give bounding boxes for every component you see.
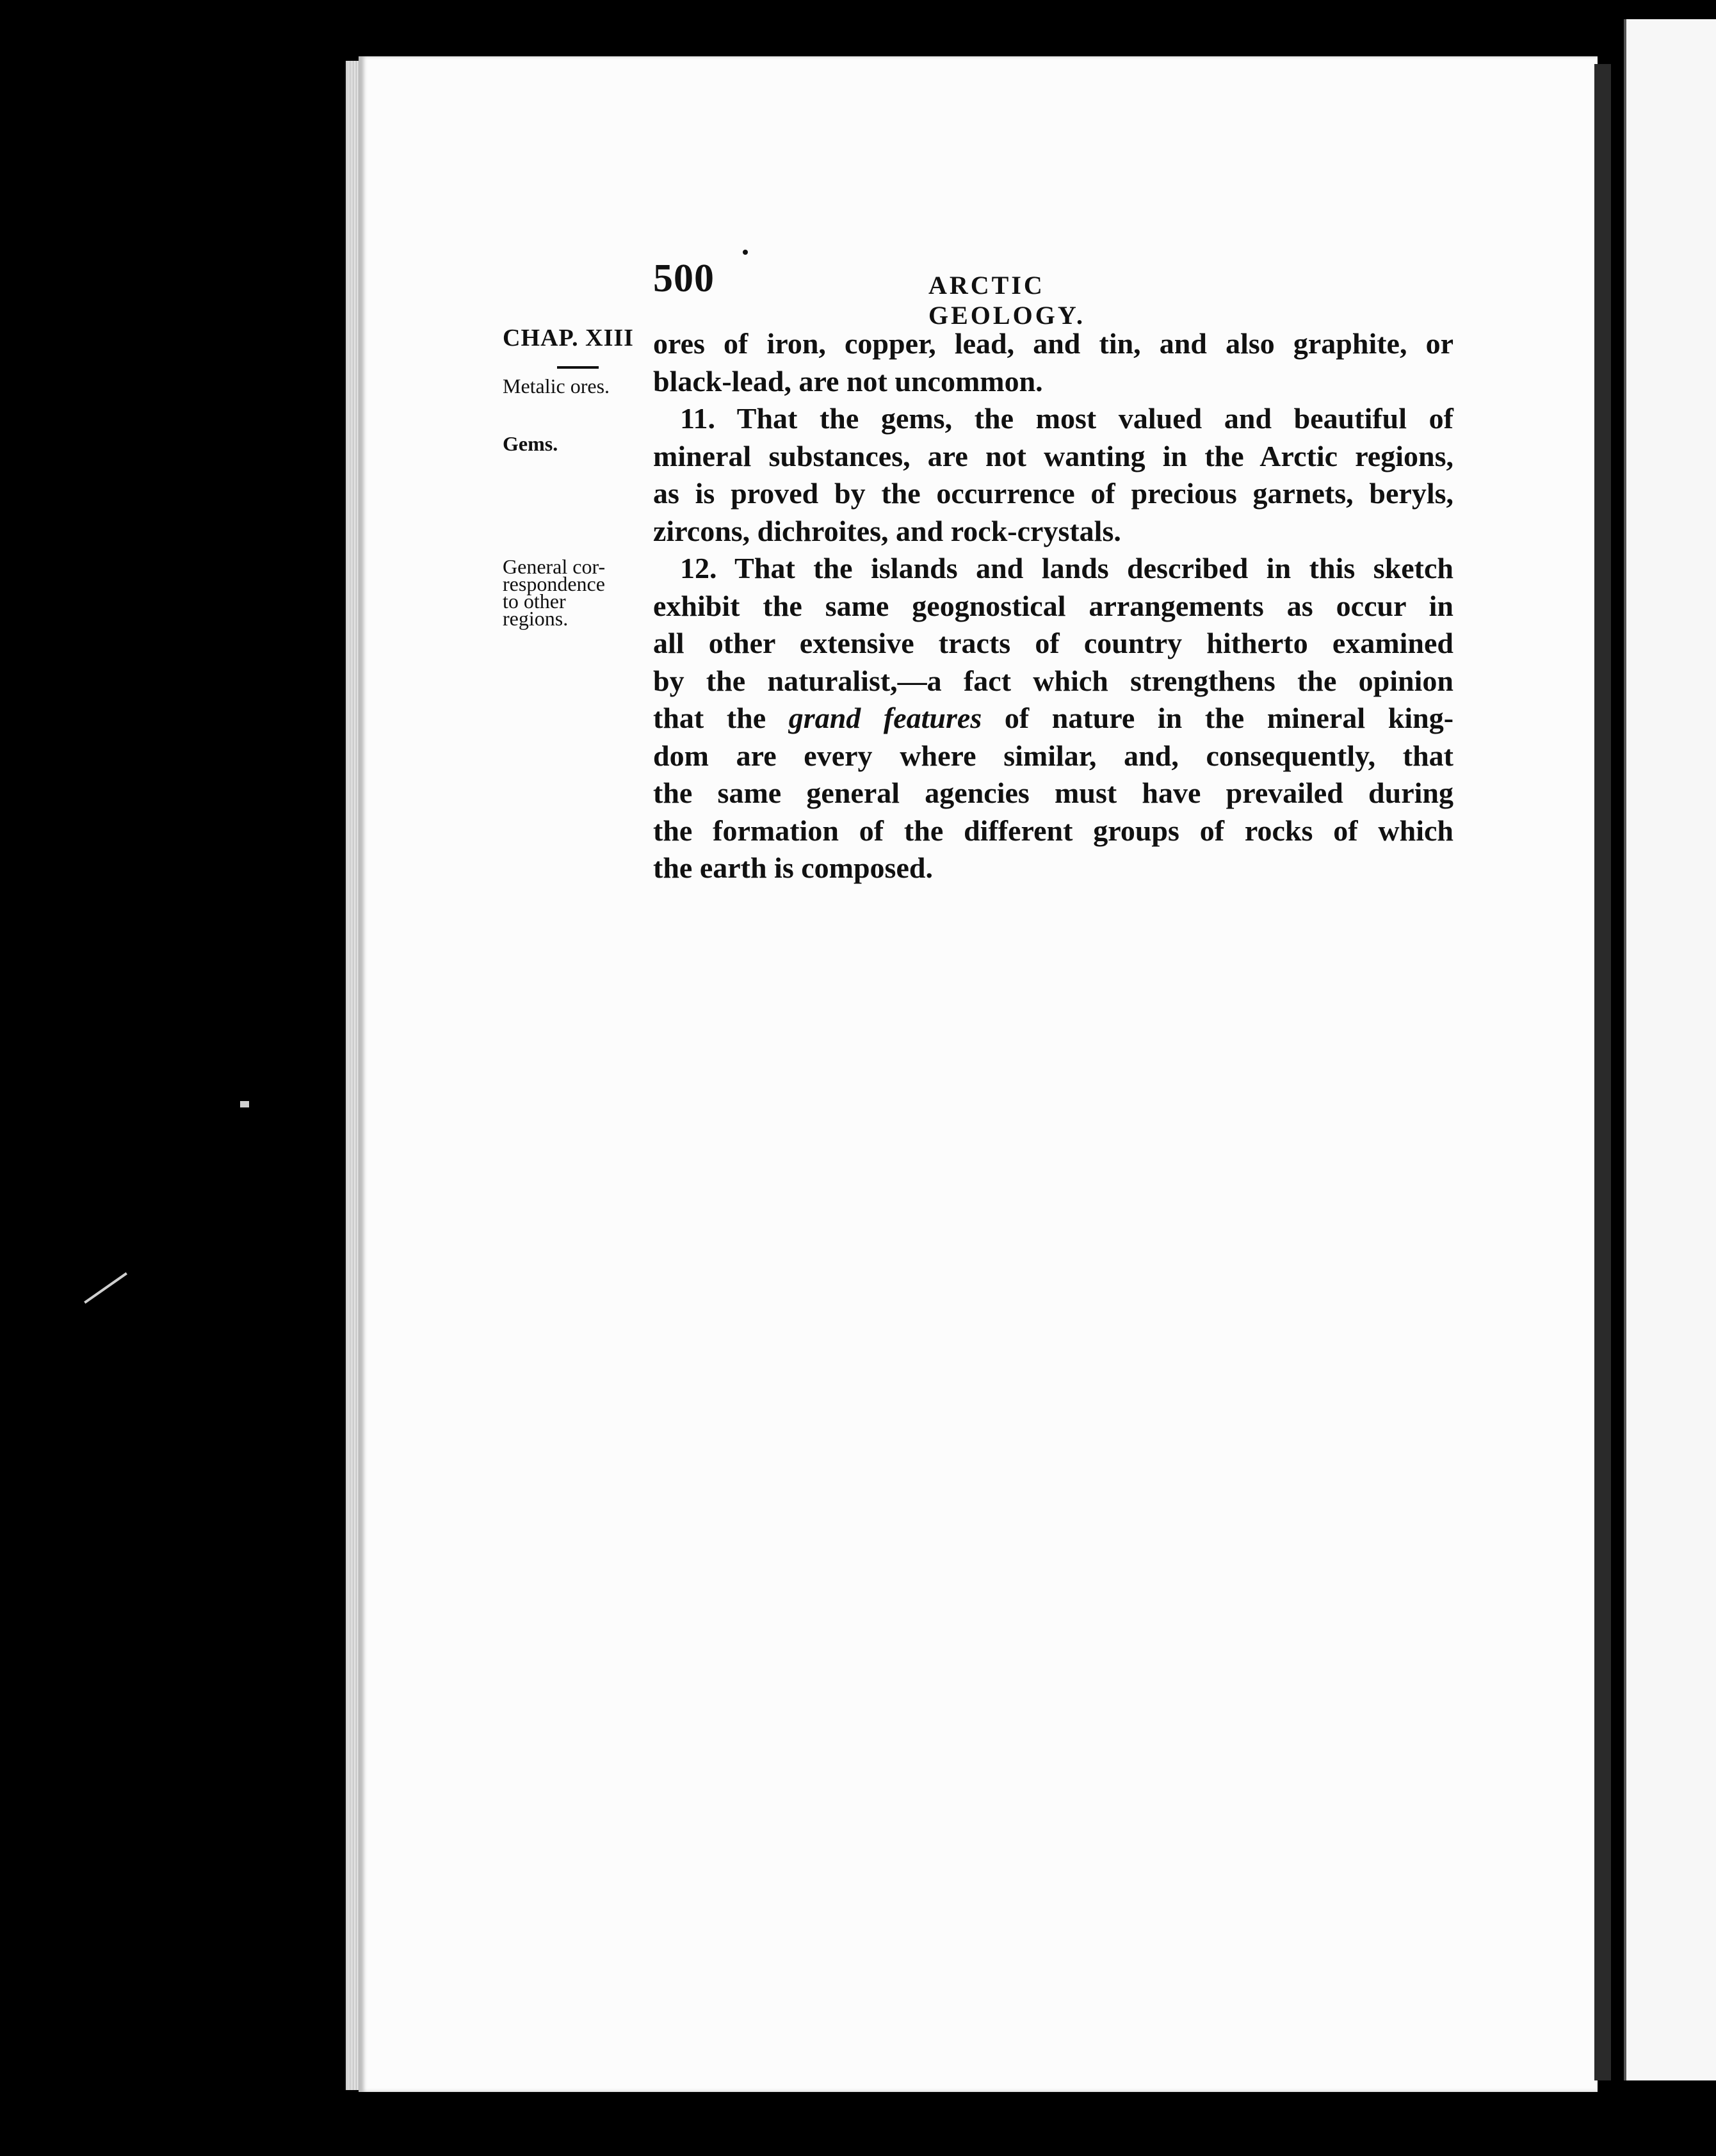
text-fragment: that the [653, 702, 766, 734]
text-line: the earth is composed. [653, 851, 933, 884]
text-line: 12. That the islands and lands described in this sketch [680, 552, 1453, 584]
text-line: dom are every where similar, and, consequently, that [653, 739, 1453, 772]
margin-note-metallic-ores: Metalic ores. [503, 374, 610, 398]
text-line: all other extensive tracts of country hitherto examined [653, 627, 1453, 659]
text-line: ores of iron, copper, lead, and tin, and also graphite, or [653, 327, 1453, 360]
margin-note-general-correspondence [503, 555, 650, 630]
chapter-rule [557, 366, 599, 369]
margin-note-line: regions. [503, 607, 569, 630]
text-line: the same general agencies must have prevailed during [653, 776, 1453, 809]
text-line: by the naturalist,—a fact which strengthens the opinion [653, 664, 1453, 697]
margin-note-line: General cor- [503, 555, 606, 578]
text-line: as is proved by the occurrence of precious garnets, beryls, [653, 477, 1453, 510]
margin-note-line: respondence [503, 572, 605, 595]
text-line: 11. That the gems, the most valued and beautiful of [680, 402, 1453, 435]
emphasis-text: grand features [788, 702, 982, 734]
page-gutter-shadow [1594, 64, 1611, 2080]
page-header [653, 256, 1197, 330]
page-number: 500 [653, 257, 715, 300]
text-line: exhibit the same geognostical arrangements as occur in [653, 589, 1453, 622]
text-fragment: of nature in the mineral king- [1004, 702, 1454, 734]
page-edge-left [346, 61, 359, 2090]
text-line: mineral substances, are not wanting in the Arctic regions, [653, 439, 1453, 472]
text-line: the formation of the different groups of rocks of which [653, 814, 1453, 847]
running-head: ARCTIC GEOLOGY. [928, 271, 1086, 330]
text-line [653, 700, 1453, 737]
ink-dot [743, 250, 748, 255]
scan-speck [240, 1101, 249, 1107]
facing-page-edge [1624, 19, 1716, 2080]
body-text [653, 325, 1453, 887]
margin-note-line: to other [503, 590, 566, 613]
text-line: zircons, dichroites, and rock-crystals. [653, 514, 1121, 547]
margin-note-gems: Gems. [503, 432, 558, 455]
scan-scratch [84, 1272, 127, 1303]
margin-chapter-label: CHAP. XIII [503, 325, 634, 351]
text-line: black-lead, are not uncommon. [653, 364, 1043, 398]
